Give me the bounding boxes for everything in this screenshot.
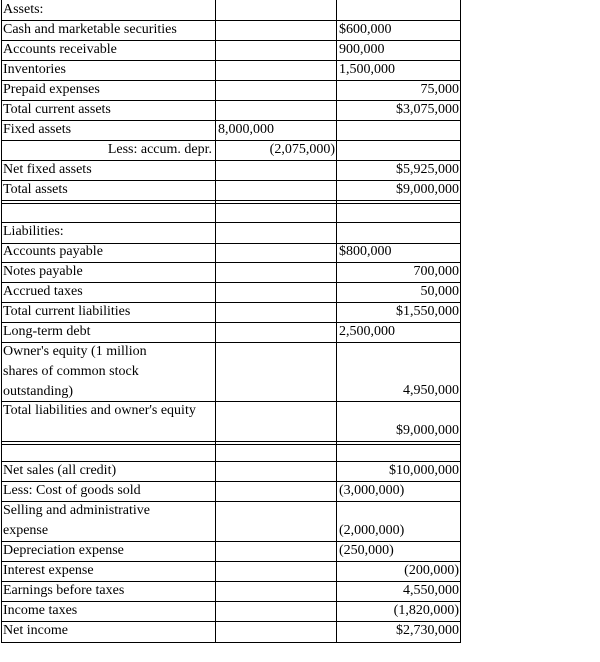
row-label: Prepaid expenses xyxy=(3,82,100,97)
assets-header: Assets: xyxy=(3,2,44,17)
row-value: $3,075,000 xyxy=(396,102,459,117)
row-label: Total current assets xyxy=(3,102,111,117)
row-label: Total liabilities and owner's equity xyxy=(3,403,196,418)
row-value: $2,730,000 xyxy=(396,623,459,638)
grid-line-double xyxy=(1,203,461,204)
row-label: Less: accum. depr. xyxy=(107,142,212,157)
row-value: (2,000,000) xyxy=(339,523,405,538)
row-value: $10,000,000 xyxy=(389,463,459,478)
row-value-col-b: (2,075,000) xyxy=(269,142,335,157)
row-value: 2,500,000 xyxy=(339,324,395,339)
row-label: Accrued taxes xyxy=(3,284,83,299)
grid-line-row xyxy=(1,642,461,643)
row-label: Income taxes xyxy=(3,603,78,618)
row-value: $5,925,000 xyxy=(396,162,459,177)
row-value: 4,550,000 xyxy=(403,583,459,598)
row-value: 50,000 xyxy=(420,284,459,299)
row-value: (3,000,000) xyxy=(339,483,405,498)
row-value: (250,000) xyxy=(339,543,394,558)
row-label: Inventories xyxy=(3,62,66,77)
row-label: Net fixed assets xyxy=(3,162,92,177)
liabilities-header: Liabilities: xyxy=(3,224,64,239)
row-label: Fixed assets xyxy=(3,122,72,137)
row-value: $9,000,000 xyxy=(396,423,459,438)
row-value: 75,000 xyxy=(420,82,459,97)
row-label: Accounts payable xyxy=(3,244,103,259)
row-value: $9,000,000 xyxy=(396,182,459,197)
row-label: Less: Cost of goods sold xyxy=(3,483,141,498)
row-value: (1,820,000) xyxy=(393,603,459,618)
row-value: 900,000 xyxy=(339,42,385,57)
row-label: Total current liabilities xyxy=(3,304,131,319)
row-value: 700,000 xyxy=(413,264,459,279)
row-label: Long-term debt xyxy=(3,324,91,339)
grid-line-double xyxy=(1,444,461,445)
row-label: Accounts receivable xyxy=(3,42,117,57)
row-label: Cash and marketable securities xyxy=(3,22,177,37)
row-label: Earnings before taxes xyxy=(3,583,125,598)
row-label: Net sales (all credit) xyxy=(3,463,117,478)
row-value: 1,500,000 xyxy=(339,62,395,77)
row-label: Selling and administrative expense xyxy=(3,503,150,538)
row-value: $600,000 xyxy=(339,22,392,37)
row-label: Owner's equity (1 million shares of common stock outstanding) xyxy=(3,344,147,399)
row-label: Net income xyxy=(3,623,68,638)
row-label: Notes payable xyxy=(3,264,83,279)
row-value: 4,950,000 xyxy=(403,383,459,398)
row-label: Depreciation expense xyxy=(3,543,124,558)
row-value: $1,550,000 xyxy=(396,304,459,319)
grid-line-row xyxy=(1,441,461,442)
row-value-col-b: 8,000,000 xyxy=(218,122,274,137)
row-value: (200,000) xyxy=(404,563,459,578)
row-label: Total assets xyxy=(3,182,68,197)
row-value: $800,000 xyxy=(339,244,392,259)
row-label: Interest expense xyxy=(3,563,94,578)
grid-line-row xyxy=(1,200,461,201)
grid-line-row xyxy=(1,222,461,223)
